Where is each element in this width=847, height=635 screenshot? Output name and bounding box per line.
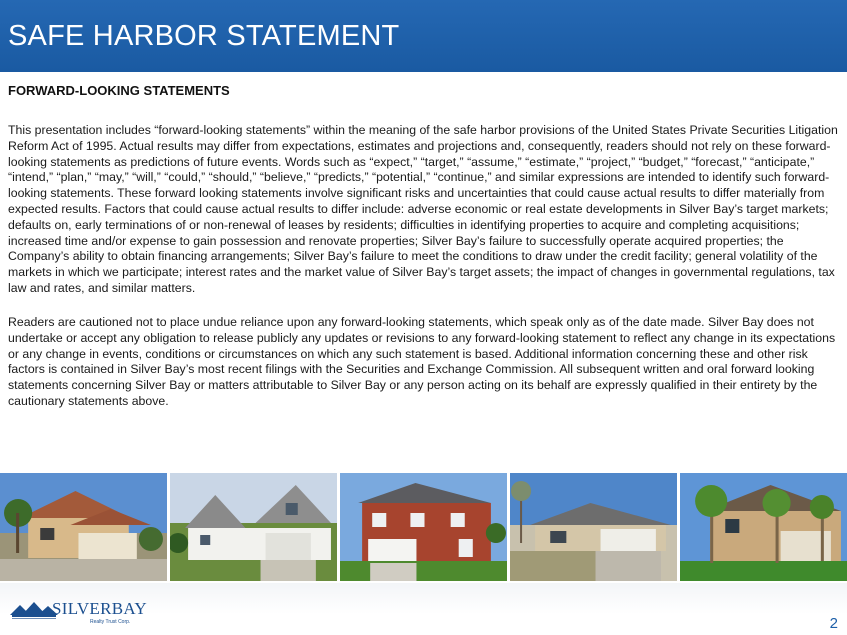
house-photo-5 (680, 473, 847, 581)
title-bar (0, 0, 847, 72)
house-photo-3 (340, 473, 507, 581)
house-photo-1 (0, 473, 167, 581)
logo-name: SILVERBAY (52, 599, 147, 618)
section-heading: FORWARD-LOOKING STATEMENTS (8, 83, 230, 98)
paragraph-caution: Readers are cautioned not to place undue reliance upon any forward-looking statements, which speak only as of the date made. Silver Bay does not undertake or accept any obligation to release publicly any updates or revisions to any forward-looking statement to reflect any change in its expectations or any change in events, conditions or circumstances on which any such statement is based. Additional information concerning these and other risk factors is contained in Silver Bay’s most recent filings with the Securities and Exchange Commission. All subsequent written and oral forward looking statements concerning Silver Bay or matters attributable to Silver Bay or any person acting on its behalf are expressly qualified in their entirety by the cautionary statements above. (8, 315, 836, 408)
house-photo-4 (510, 473, 677, 581)
page-number: 2 (829, 615, 838, 632)
page-title: SAFE HARBOR STATEMENT (8, 20, 400, 52)
house-photo-2 (170, 473, 337, 581)
logo-subtitle: Realty Trust Corp. (90, 619, 131, 625)
house-photo-strip (0, 473, 847, 581)
paragraph-forward-looking: This presentation includes “forward-looking statements” within the meaning of the safe harbor provisions of the United States Private Securities Litigation Reform Act of 1995. Actual results may differ from expectations, estimates and projections and, consequently, readers should not rely on these forward-looking statements as predictions of future events. Words such as “expect,” “target,” “assume,” “estimate,” “project,” “budget,” “forecast,” “anticipate,” “intend,” “plan,” “may,” “will,” “could,” “should,” “believe,” “predicts,” “potential,” “continue,” and similar expressions are intended to identify such forward-looking statements. These forward looking statements involve significant risks and uncertainties that could cause actual results to differ materially from expected results. Factors that could cause actual results to differ include: adverse economic or real estate developments in Silver Bay’s target markets; defaults on, early terminations of or non-renewal of leases by residents; difficulties in identifying properties to acquire and completing acquisitions; increased time and/or expense to gain possession and renovate properties; Silver Bay’s failure to successfully operate acquired properties; the Company’s ability to obtain financing arrangements; Silver Bay’s failure to meet the conditions to draw under the credit facility; general volatility of the markets in which we participate; interest rates and the market value of Silver Bay’s target assets; the impact of changes in governmental regulations, tax law and rates, and similar matters. (8, 123, 838, 295)
